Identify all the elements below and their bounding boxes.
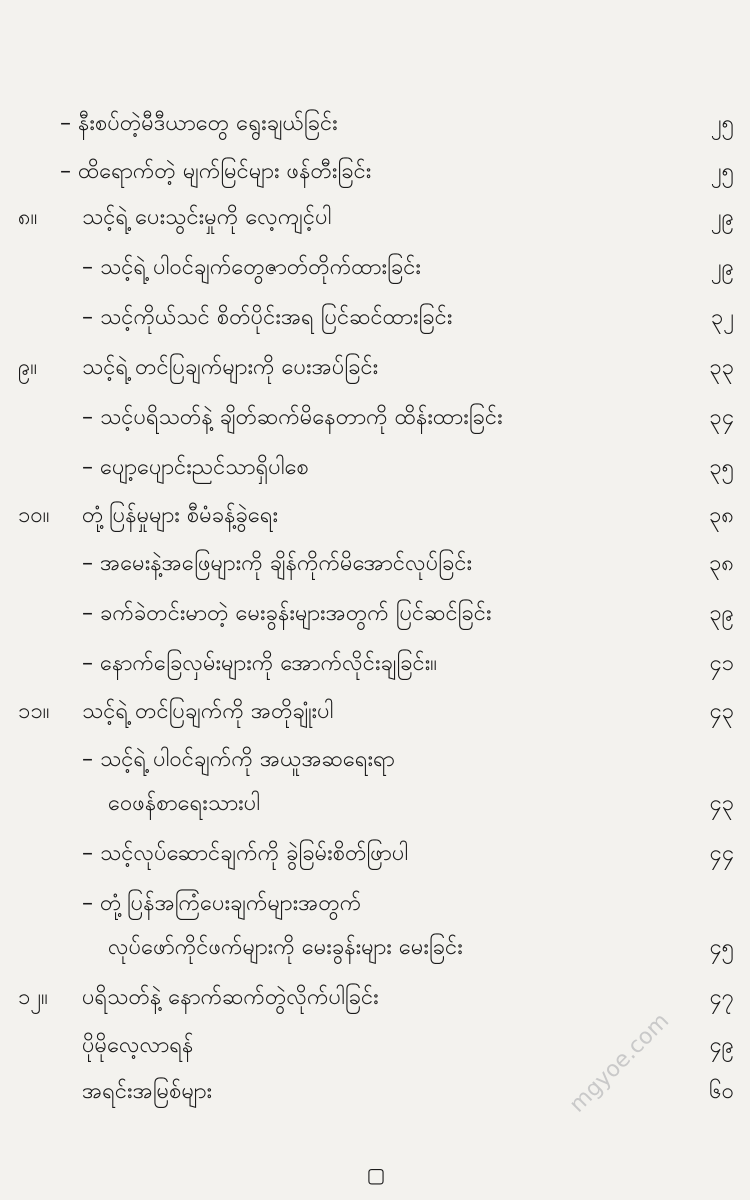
- chapter-title: တုံ့ပြန်မှုများ စီမံခန့်ခွဲရေး: [82, 503, 279, 528]
- toc-entry: [0, 542, 750, 586]
- chapter-title: အရင်းအမြစ်များ: [82, 1079, 213, 1104]
- chapter-number: ၁၂။: [18, 985, 48, 1010]
- toc-chapter: [0, 196, 750, 240]
- toc-entry-continuation: [0, 782, 750, 826]
- chapter-title: ပရိသတ်နဲ့ နောက်ဆက်တွဲလိုက်ပါခြင်း: [82, 985, 379, 1010]
- entry-page-number: ၃၃: [709, 355, 734, 380]
- chapter-title: သင့်ရဲ့ တင်ပြချက်ကို အတိုချုံးပါ: [82, 699, 334, 724]
- entry-title: – သင့်လုပ်ဆောင်ချက်ကို ခွဲခြမ်းစိတ်ဖြာပါ: [82, 841, 409, 866]
- chapter-number: ၈။: [18, 205, 38, 230]
- entry-page-number: ၂၉: [710, 255, 734, 280]
- entry-page-number: ၃၂: [710, 305, 734, 330]
- toc-entry: [0, 642, 750, 686]
- entry-title: – အမေးနဲ့အဖြေများကို ချိန်ကိုက်မိအောင်လုပ်ခြင်း: [82, 551, 473, 576]
- toc-entry: [0, 296, 750, 340]
- entry-title: – နောက်ခြေလှမ်းများကို အောက်လိုင်းချခြင်း။: [82, 651, 437, 676]
- entry-page-number: ၃၅: [709, 455, 734, 480]
- entry-title: – တုံ့ပြန်အကြံပေးချက်များအတွက်: [82, 891, 362, 916]
- entry-title: လုပ်ဖော်ကိုင်ဖက်များကို မေးခွန်းများ မေးခြင်း: [108, 935, 463, 960]
- toc-entry: [0, 446, 750, 490]
- entry-page-number: ၄၅: [709, 935, 734, 960]
- entry-title: – သင့်ရဲ့ ပါဝင်ချက်ကို အယူအဆရေးရာ: [82, 747, 395, 772]
- watermark-text: mgyoe.com: [565, 1008, 675, 1118]
- entry-page-number: ၄၇: [709, 985, 734, 1010]
- entry-page-number: ၆၀: [709, 1079, 734, 1104]
- entry-title: – သင့်ကိုယ်သင် စိတ်ပိုင်းအရ ပြင်ဆင်ထားခြင်း: [82, 305, 453, 330]
- toc-entry: [0, 882, 750, 926]
- toc-chapter: [0, 690, 750, 734]
- entry-page-number: ၄၁: [709, 651, 734, 676]
- entry-title: – နီးစပ်တဲ့မီဒီယာတွေ ရွေးချယ်ခြင်း: [60, 111, 338, 136]
- entry-title: – ခက်ခဲတင်းမာတဲ့ မေးခွန်းများအတွက် ပြင်ဆင်ခြင်း: [82, 601, 492, 626]
- toc-chapter: [0, 1070, 750, 1114]
- toc-entry: [0, 738, 750, 782]
- entry-title: – သင့်ပရိသတ်နဲ့ ချိတ်ဆက်မိနေတာကို ထိန်းထားခြင်း: [82, 405, 503, 430]
- entry-title: – ထိရောက်တဲ့ မျက်မြင်များ ဖန်တီးခြင်း: [60, 159, 372, 184]
- entry-page-number: ၄၉: [709, 1033, 734, 1058]
- toc-entry: [0, 246, 750, 290]
- chapter-number: ၁၁။: [18, 699, 50, 724]
- toc-chapter: [0, 346, 750, 390]
- entry-title: – ပျော့ပျောင်းညင်သာရှိပါစေ: [82, 455, 309, 480]
- entry-page-number: ၃၉: [709, 601, 734, 626]
- entry-page-number: ၄၃: [709, 791, 734, 816]
- toc-entry: [0, 832, 750, 876]
- toc-entry: [0, 396, 750, 440]
- toc-entry: [0, 102, 750, 146]
- entry-page-number: ၂၅: [710, 159, 734, 184]
- entry-page-number: ၄၃: [709, 699, 734, 724]
- chapter-number: ၁၀။: [18, 503, 50, 528]
- entry-page-number: ၃၄: [709, 405, 734, 430]
- entry-title: ဝေဖန်စာရေးသားပါ: [108, 791, 261, 816]
- entry-page-number: ၂၅: [710, 111, 734, 136]
- entry-page-number: ၂၉: [710, 205, 734, 230]
- entry-title: – သင့်ရဲ့ ပါဝင်ချက်တွေဇာတ်တိုက်ထားခြင်း: [82, 255, 422, 280]
- chapter-title: ပိုမိုလေ့လာရန်: [82, 1033, 194, 1058]
- chapter-title: သင့်ရဲ့ ပေးသွင်းမှုကို လေ့ကျင့်ပါ: [82, 205, 332, 230]
- toc-entry: [0, 150, 750, 194]
- toc-chapter: [0, 976, 750, 1020]
- toc-entry-continuation: [0, 926, 750, 970]
- entry-page-number: ၄၄: [709, 841, 734, 866]
- entry-page-number: ၃၈: [709, 551, 734, 576]
- chapter-number: ၉။: [18, 355, 38, 380]
- toc-entry: [0, 592, 750, 636]
- page-footer-mark: ▢: [366, 1163, 386, 1187]
- entry-page-number: ၃၈: [709, 503, 734, 528]
- toc-chapter: [0, 494, 750, 538]
- chapter-title: သင့်ရဲ့ တင်ပြချက်များကို ပေးအပ်ခြင်း: [82, 355, 379, 380]
